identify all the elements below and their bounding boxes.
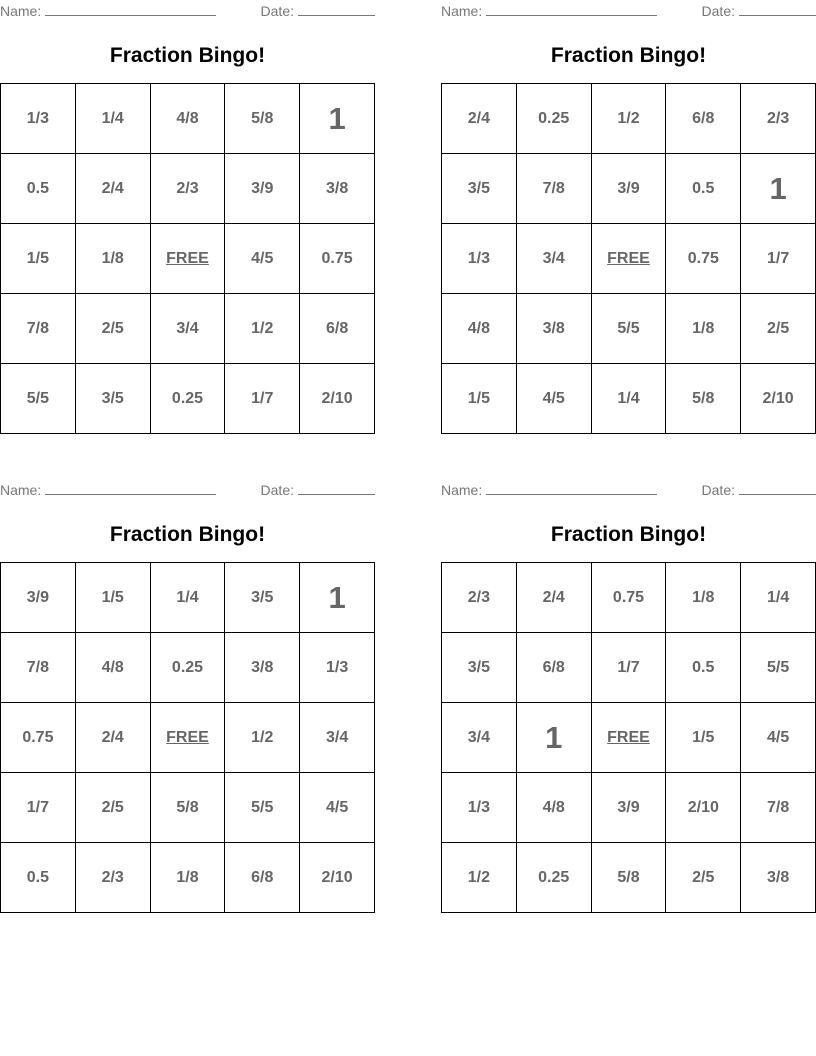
bingo-grid [0,83,375,434]
bingo-cell[interactable]: 4/8 [151,84,226,154]
bingo-cell[interactable]: 2/4 [442,84,517,154]
card-header [441,0,816,22]
bingo-cell[interactable]: 3/8 [300,154,375,224]
name-blank-line[interactable] [45,481,216,495]
free-space-cell[interactable]: FREE [592,224,667,294]
bingo-cell[interactable]: 4/5 [225,224,300,294]
bingo-cell[interactable]: 3/9 [1,563,76,633]
bingo-cell[interactable]: 1 [741,154,816,224]
bingo-cell[interactable]: 7/8 [517,154,592,224]
bingo-cell[interactable]: 3/4 [151,294,226,364]
bingo-cell[interactable]: 0.75 [666,224,741,294]
bingo-cell[interactable]: 1/3 [442,773,517,843]
bingo-cell[interactable]: 0.25 [151,633,226,703]
bingo-cell[interactable]: 3/9 [592,154,667,224]
bingo-cell[interactable]: 1/5 [76,563,151,633]
name-blank-line[interactable] [45,2,216,16]
card-header [441,479,816,501]
name-blank-line[interactable] [486,481,657,495]
date-blank-line[interactable] [298,2,375,16]
date-field [702,481,816,498]
bingo-cell[interactable]: 5/8 [666,364,741,434]
bingo-grid [441,562,816,913]
bingo-cell[interactable]: 2/4 [76,154,151,224]
bingo-cell[interactable]: 1/2 [592,84,667,154]
bingo-cell[interactable]: 3/4 [300,703,375,773]
bingo-cell[interactable]: 3/5 [442,154,517,224]
bingo-cell[interactable]: 1/3 [1,84,76,154]
bingo-cell[interactable]: 7/8 [1,294,76,364]
bingo-cell[interactable]: 1/8 [76,224,151,294]
bingo-cell[interactable]: 1/7 [1,773,76,843]
bingo-cell[interactable]: 4/5 [300,773,375,843]
bingo-cell[interactable]: 0.5 [1,154,76,224]
bingo-cell[interactable]: 1/5 [666,703,741,773]
bingo-cell[interactable]: 3/9 [225,154,300,224]
bingo-cell[interactable]: 4/8 [76,633,151,703]
bingo-cell[interactable]: 2/10 [666,773,741,843]
bingo-cell[interactable]: 0.5 [666,633,741,703]
bingo-cell[interactable]: 5/5 [741,633,816,703]
card-title: Fraction Bingo! [109,523,266,546]
name-blank-line[interactable] [486,2,657,16]
bingo-grid [441,83,816,434]
bingo-cell[interactable]: 2/5 [76,294,151,364]
bingo-cell[interactable]: 0.5 [666,154,741,224]
bingo-cell[interactable]: 4/5 [741,703,816,773]
bingo-cell[interactable]: 2/5 [741,294,816,364]
name-label: Name: [441,482,483,498]
bingo-cell[interactable]: 5/8 [225,84,300,154]
free-space-cell[interactable]: FREE [151,703,226,773]
bingo-cell[interactable]: 1/7 [592,633,667,703]
bingo-cell[interactable]: 6/8 [666,84,741,154]
bingo-cell[interactable]: 2/3 [442,563,517,633]
bingo-cell[interactable]: 3/9 [592,773,667,843]
bingo-cell[interactable]: 2/3 [151,154,226,224]
bingo-cell[interactable]: 6/8 [225,843,300,913]
bingo-cell[interactable]: 3/8 [741,843,816,913]
bingo-cell[interactable]: 1/8 [666,563,741,633]
bingo-cell[interactable]: 1/4 [741,563,816,633]
bingo-cell[interactable]: 0.75 [1,703,76,773]
bingo-cell[interactable]: 0.25 [517,84,592,154]
bingo-cell[interactable]: 1/4 [151,563,226,633]
bingo-cell[interactable]: 0.5 [1,843,76,913]
bingo-cell[interactable]: 5/5 [592,294,667,364]
name-field [441,2,657,19]
bingo-cell[interactable]: 4/8 [442,294,517,364]
bingo-cell[interactable]: 1/4 [76,84,151,154]
bingo-cell[interactable]: 1/2 [442,843,517,913]
bingo-cell[interactable]: 1 [300,84,375,154]
bingo-cell[interactable]: 2/5 [76,773,151,843]
bingo-cell[interactable]: 2/5 [666,843,741,913]
bingo-card-4 [441,479,816,886]
bingo-cell[interactable]: 1/2 [225,703,300,773]
bingo-cell[interactable]: 1/3 [442,224,517,294]
name-field [0,2,216,19]
bingo-card-3 [0,479,375,886]
name-label: Name: [0,3,42,19]
card-title: Fraction Bingo! [109,44,266,67]
name-label: Name: [441,3,483,19]
bingo-cell[interactable]: 5/8 [151,773,226,843]
bingo-grid [0,562,375,913]
card-header [0,0,375,22]
bingo-cell[interactable]: 2/10 [300,843,375,913]
bingo-cell[interactable]: 5/5 [225,773,300,843]
bingo-cell[interactable]: 2/4 [76,703,151,773]
bingo-cell[interactable]: 1/8 [666,294,741,364]
bingo-cell[interactable]: 2/3 [741,84,816,154]
name-label: Name: [0,482,42,498]
date-field [261,481,375,498]
bingo-cell[interactable]: 0.75 [300,224,375,294]
bingo-cell[interactable]: 1/5 [1,224,76,294]
bingo-cell[interactable]: 1 [300,563,375,633]
free-space-cell[interactable]: FREE [151,224,226,294]
bingo-cell[interactable]: 1/8 [151,843,226,913]
bingo-cell[interactable]: 3/4 [517,224,592,294]
date-field [702,2,816,19]
bingo-cell[interactable]: 3/5 [225,563,300,633]
bingo-cell[interactable]: 1/3 [300,633,375,703]
date-label: Date: [701,3,735,19]
bingo-cell[interactable]: 3/5 [76,364,151,434]
card-title: Fraction Bingo! [550,523,707,546]
date-label: Date: [260,482,294,498]
bingo-cell[interactable]: 0.75 [592,563,667,633]
bingo-cell[interactable]: 0.25 [151,364,226,434]
date-label: Date: [701,482,735,498]
bingo-cell[interactable]: 4/8 [517,773,592,843]
bingo-cell[interactable]: 7/8 [1,633,76,703]
bingo-cell[interactable]: 6/8 [300,294,375,364]
free-space-cell[interactable]: FREE [592,703,667,773]
bingo-cell[interactable]: 2/10 [741,364,816,434]
card-header [0,479,375,501]
date-label: Date: [260,3,294,19]
card-title: Fraction Bingo! [550,44,707,67]
bingo-cell[interactable]: 0.25 [517,843,592,913]
bingo-cell[interactable]: 3/4 [442,703,517,773]
date-field [261,2,375,19]
name-field [0,481,216,498]
bingo-cell[interactable]: 4/5 [517,364,592,434]
bingo-cell[interactable]: 3/5 [442,633,517,703]
date-blank-line[interactable] [298,481,375,495]
name-field [441,481,657,498]
bingo-cell[interactable]: 1/2 [225,294,300,364]
bingo-cell[interactable]: 7/8 [741,773,816,843]
date-blank-line[interactable] [739,2,816,16]
bingo-cell[interactable]: 1/7 [741,224,816,294]
bingo-cell[interactable]: 1/5 [442,364,517,434]
bingo-cell[interactable]: 1/7 [225,364,300,434]
bingo-cell[interactable]: 6/8 [517,633,592,703]
bingo-cell[interactable]: 3/8 [517,294,592,364]
bingo-cell[interactable]: 3/8 [225,633,300,703]
bingo-cell[interactable]: 5/8 [592,843,667,913]
bingo-card-1 [0,0,375,407]
bingo-cell[interactable]: 2/3 [76,843,151,913]
bingo-card-2 [441,0,816,407]
date-blank-line[interactable] [739,481,816,495]
bingo-cell[interactable]: 1/4 [592,364,667,434]
bingo-cell[interactable]: 2/10 [300,364,375,434]
bingo-cell[interactable]: 2/4 [517,563,592,633]
bingo-cell[interactable]: 1 [517,703,592,773]
bingo-cell[interactable]: 5/5 [1,364,76,434]
